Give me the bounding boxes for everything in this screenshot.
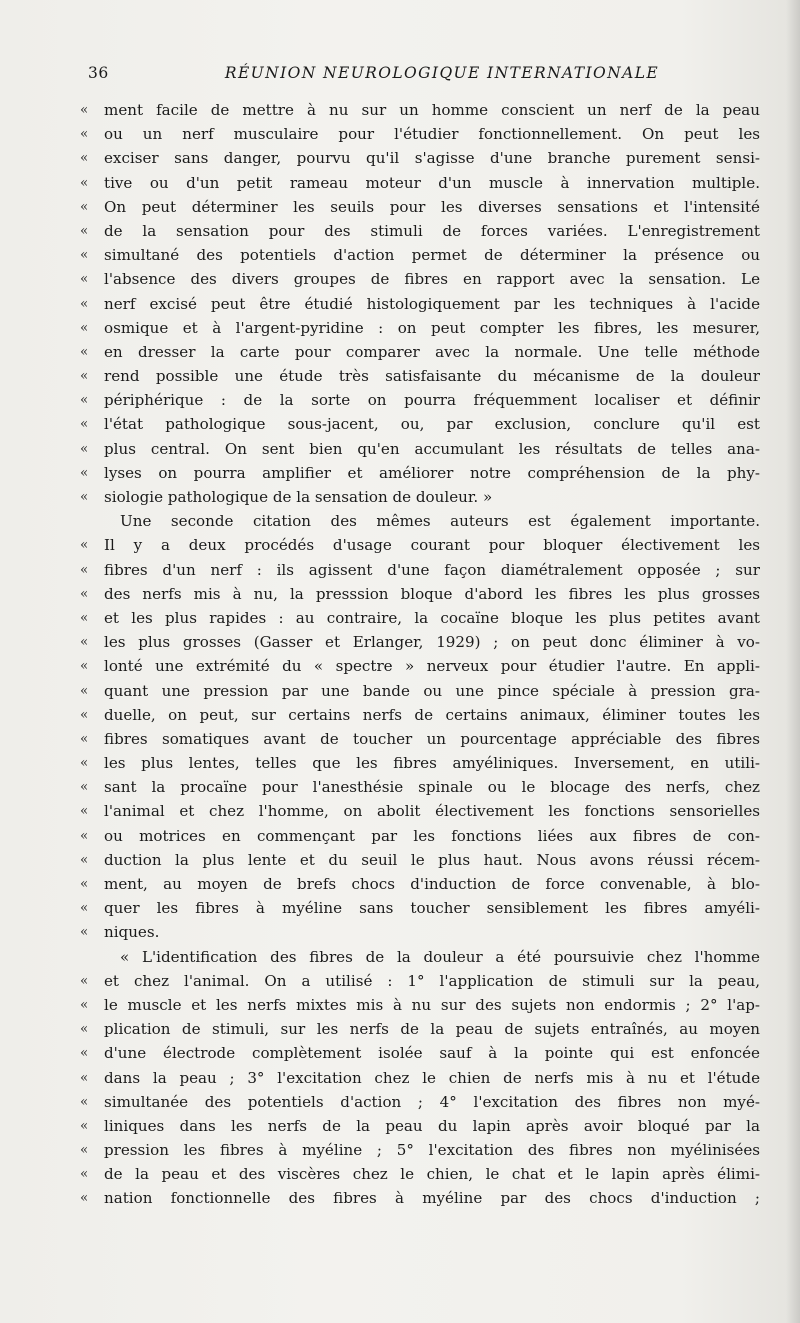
text-line — [80, 461, 760, 485]
text-line — [80, 292, 760, 316]
line-text: fibres somatiques avant de toucher un pourcentage appréciable des fibres — [104, 729, 760, 748]
text-line — [80, 703, 760, 727]
line-text: quer les fibres à myéline sans toucher sensiblement les fibres amyéli- — [104, 899, 760, 918]
quotation-mark: « — [80, 1190, 89, 1207]
quotation-mark: « — [80, 102, 89, 118]
line-text: d'une électrode complètement isolée sauf à la pointe qui est enfoncée — [104, 1044, 760, 1063]
text-line — [80, 582, 760, 606]
quotation-mark: « — [80, 585, 89, 602]
text-line — [80, 485, 760, 509]
quotation-mark: « — [80, 706, 89, 723]
text-line — [80, 219, 760, 243]
line-text: « L'identification des fibres de la douleur a été poursuivie chez l'homme — [120, 947, 760, 966]
line-text: de la sensation pour des stimuli de forces variées. L'enregistrement — [104, 221, 760, 240]
quotation-mark: « — [80, 682, 89, 699]
line-text: ou motrices en commençant par les fonctions liées aux fibres de con- — [104, 826, 760, 845]
line-text: On peut déterminer les seuils pour les diverses sensations et l'intensité — [104, 197, 760, 216]
line-text: exciser sans danger, pourvu qu'il s'agisse d'une branche purement sensi- — [104, 149, 760, 168]
text-line — [80, 171, 760, 195]
line-text: l'absence des divers groupes de fibres en rapport avec la sensation. Le — [104, 270, 760, 289]
text-line — [80, 146, 760, 170]
quotation-mark: « — [80, 609, 89, 626]
line-text: ou un nerf musculaire pour l'étudier fonctionnellement. On peut les — [104, 125, 760, 144]
quotation-mark: « — [80, 440, 89, 457]
line-text: Il y a deux procédés d'usage courant pour bloquer électivement les — [104, 536, 760, 555]
text-line — [80, 533, 760, 557]
line-text: plication de stimuli, sur les nerfs de la peau de sujets entraînés, au moyen — [104, 1020, 760, 1039]
text-line — [80, 751, 760, 775]
quotation-mark: « — [80, 489, 89, 505]
text-line — [80, 872, 760, 896]
text-line — [80, 1041, 760, 1065]
line-text: les plus lentes, telles que les fibres amyéliniques. Inversement, en utili- — [104, 754, 760, 773]
quotation-mark: « — [80, 222, 89, 239]
running-header — [88, 64, 752, 90]
line-text: duelle, on peut, sur certains nerfs de certains animaux, éliminer toutes les — [104, 705, 760, 724]
line-text: nation fonctionnelle des fibres à myéline par des chocs d'induction ; — [104, 1189, 760, 1208]
quotation-mark: « — [80, 271, 89, 288]
line-text: fibres d'un nerf : ils agissent d'une façon diamétralement opposée ; sur — [104, 560, 760, 579]
quotation-mark: « — [80, 779, 89, 796]
text-line — [80, 388, 760, 412]
quotation-mark: « — [80, 1142, 89, 1159]
line-text: de la peau et des viscères chez le chien, le chat et le lapin après élimi- — [104, 1165, 760, 1184]
text-line — [80, 606, 760, 630]
line-text: dans la peau ; 3° l'excitation chez le chien de nerfs mis à nu et l'étude — [104, 1068, 760, 1087]
text-line — [80, 558, 760, 582]
line-text: pression les fibres à myéline ; 5° l'excitation des fibres non myélinisées — [104, 1141, 760, 1160]
text-line — [80, 920, 760, 944]
running-title: RÉUNION NEUROLOGIQUE INTERNATIONALE — [224, 64, 660, 82]
text-line — [80, 799, 760, 823]
text-line — [80, 945, 760, 969]
line-text: liniques dans les nerfs de la peau du lapin après avoir bloqué par la — [104, 1116, 760, 1135]
quotation-mark: « — [80, 126, 89, 143]
quotation-mark: « — [80, 174, 89, 191]
text-line — [80, 848, 760, 872]
line-text: tive ou d'un petit rameau moteur d'un muscle à innervation multiple. — [104, 173, 760, 192]
text-line — [80, 1138, 760, 1162]
body-text — [80, 98, 760, 1211]
quotation-mark: « — [80, 1021, 89, 1038]
quotation-mark: « — [80, 972, 89, 989]
line-text: siologie pathologique de la sensation de douleur. » — [104, 488, 493, 506]
quotation-mark: « — [80, 1093, 89, 1110]
text-line — [80, 1162, 760, 1186]
text-line — [80, 98, 760, 122]
quotation-mark: « — [80, 416, 89, 433]
text-line — [80, 679, 760, 703]
line-text: sant la procaïne pour l'anesthésie spinale ou le blocage des nerfs, chez — [104, 778, 760, 797]
line-text: ment facile de mettre à nu sur un homme conscient un nerf de la peau — [104, 101, 760, 119]
quotation-mark: « — [80, 827, 89, 844]
text-line — [80, 437, 760, 461]
line-text: l'état pathologique sous-jacent, ou, par exclusion, conclure qu'il est — [104, 415, 760, 434]
text-line — [80, 1186, 760, 1210]
line-text: en dresser la carte pour comparer avec la normale. Une telle méthode — [104, 342, 760, 361]
text-line — [80, 1066, 760, 1090]
text-line — [80, 775, 760, 799]
text-line — [80, 727, 760, 751]
text-line — [80, 122, 760, 146]
quotation-mark: « — [80, 464, 89, 481]
text-line — [80, 630, 760, 654]
line-text: quant une pression par une bande ou une pince spéciale à pression gra- — [104, 681, 760, 700]
text-line — [80, 969, 760, 993]
text-line — [80, 896, 760, 920]
quotation-mark: « — [80, 1117, 89, 1134]
text-line — [80, 509, 760, 533]
quotation-mark: « — [80, 295, 89, 312]
quotation-mark: « — [80, 730, 89, 747]
quotation-mark: « — [80, 1166, 89, 1183]
line-text: les plus grosses (Gasser et Erlanger, 1929) ; on peut donc éliminer à vo- — [104, 633, 760, 652]
quotation-mark: « — [80, 343, 89, 360]
line-text: l'animal et chez l'homme, on abolit électivement les fonctions sensorielles — [104, 802, 760, 821]
page-number: 36 — [88, 64, 109, 82]
quotation-mark: « — [80, 996, 89, 1013]
quotation-mark: « — [80, 247, 89, 264]
quotation-mark: « — [80, 319, 89, 336]
line-text: lyses on pourra amplifier et améliorer notre compréhension de la phy- — [104, 463, 760, 482]
line-text: et les plus rapides : au contraire, la cocaïne bloque les plus petites avant — [104, 608, 760, 627]
text-line — [80, 993, 760, 1017]
line-text: périphérique : de la sorte on pourra fréquemment localiser et définir — [104, 391, 760, 410]
quotation-mark: « — [80, 876, 89, 892]
line-text: lonté une extrémité du « spectre » nerveux pour étudier l'autre. En appli- — [104, 657, 760, 676]
text-line — [80, 1090, 760, 1114]
quotation-mark: « — [80, 658, 89, 675]
text-line — [80, 824, 760, 848]
quotation-mark: « — [80, 924, 89, 941]
line-text: ment, au moyen de brefs chocs d'induction de force convenable, à blo- — [104, 875, 760, 893]
quotation-mark: « — [80, 634, 89, 651]
page-edge-shadow — [786, 0, 800, 1323]
quotation-mark: « — [80, 561, 89, 578]
quotation-mark: « — [80, 368, 89, 385]
text-line — [80, 243, 760, 267]
text-line — [80, 654, 760, 678]
quotation-mark: « — [80, 900, 89, 917]
quotation-mark: « — [80, 1045, 89, 1062]
quotation-mark: « — [80, 755, 89, 772]
line-text: plus central. On sent bien qu'en accumulant les résultats de telles ana- — [104, 439, 760, 458]
text-line — [80, 1017, 760, 1041]
line-text: duction la plus lente et du seuil le plus haut. Nous avons réussi récem- — [104, 850, 760, 869]
line-text: nerf excisé peut être étudié histologiquement par les techniques à l'acide — [104, 294, 760, 313]
quotation-mark: « — [80, 803, 89, 820]
quotation-mark: « — [80, 1069, 89, 1086]
quotation-mark: « — [80, 392, 89, 409]
line-text: et chez l'animal. On a utilisé : 1° l'application de stimuli sur la peau, — [104, 971, 760, 990]
text-line — [80, 340, 760, 364]
line-text: le muscle et les nerfs mixtes mis à nu sur des sujets non endormis ; 2° l'ap- — [104, 995, 760, 1014]
text-line — [80, 412, 760, 436]
line-text: des nerfs mis à nu, la presssion bloque d'abord les fibres les plus grosses — [104, 584, 760, 603]
text-line — [80, 316, 760, 340]
line-text: simultané des potentiels d'action permet de déterminer la présence ou — [104, 246, 760, 265]
quotation-mark: « — [80, 198, 89, 215]
line-text: osmique et à l'argent-pyridine : on peut compter les fibres, les mesurer, — [104, 318, 760, 337]
text-line — [80, 364, 760, 388]
text-line — [80, 195, 760, 219]
quotation-mark: « — [80, 150, 89, 167]
text-line — [80, 267, 760, 291]
line-text: niques. — [104, 923, 160, 942]
quotation-mark: « — [80, 851, 89, 868]
line-text: simultanée des potentiels d'action ; 4° l'excitation des fibres non myé- — [104, 1092, 760, 1111]
text-line — [80, 1114, 760, 1138]
line-text: rend possible une étude très satisfaisante du mécanisme de la douleur — [104, 367, 760, 386]
quotation-mark: « — [80, 537, 89, 554]
line-text: Une seconde citation des mêmes auteurs est également importante. — [120, 512, 760, 531]
